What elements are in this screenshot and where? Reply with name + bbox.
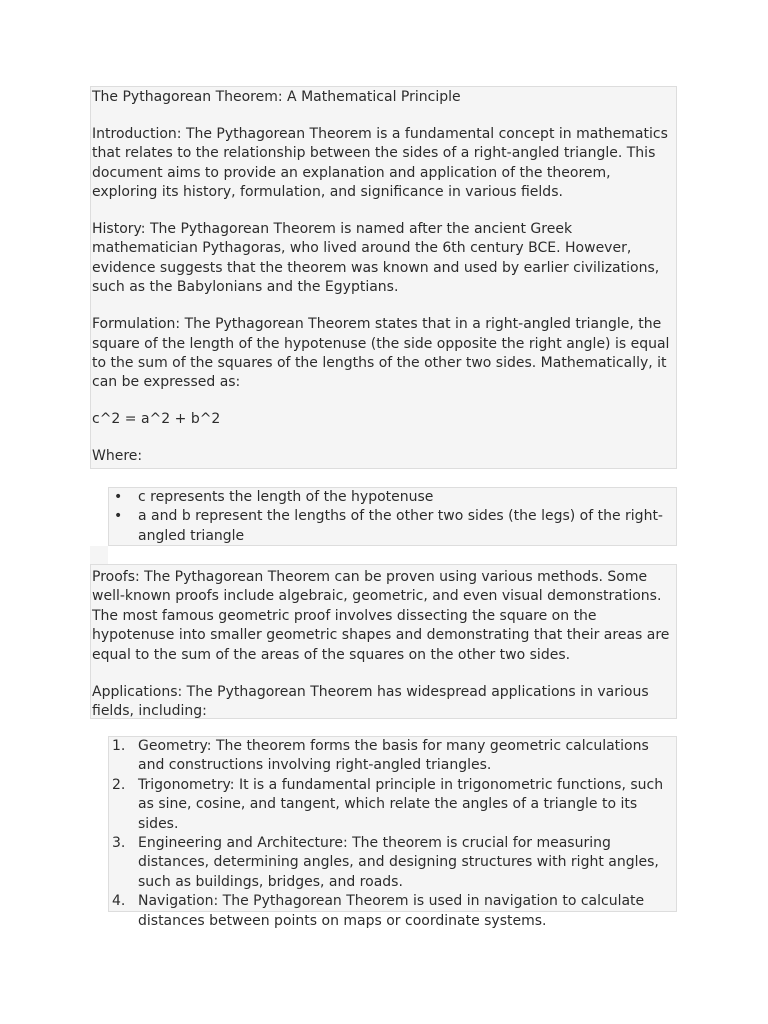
where-label: Where: (92, 448, 143, 465)
section-divider (90, 546, 108, 564)
intro-section (90, 86, 677, 469)
list-item: 3. Engineering and Architecture: The theorem is crucial for measuring distances, determining angles, and designing structures with right angles, such as buildings, bridges, and roads. (112, 835, 659, 890)
history-paragraph: History: The Pythagorean Theorem is named after the ancient Greek mathematician Pythagoras, who lived around the 6th century BCE. However, evidence suggests that the theorem was known and used by earlier civilizations, such as the Babylonians and the Egyptians. (92, 221, 660, 296)
bullet-icon: • (114, 489, 123, 505)
list-item: • c represents the length of the hypotenuse (109, 488, 676, 507)
bullet-icon: • (114, 508, 123, 525)
document-title: The Pythagorean Theorem: A Mathematical Principle (92, 89, 461, 105)
introduction-paragraph: Introduction: The Pythagorean Theorem is a fundamental concept in mathematics that relates to the relationship between the sides of a right-angled triangle. This document aims to provide an explanation and application of the theorem, exploring its history, formulation, and significance in various fields. (92, 125, 668, 201)
list-item: 1. Geometry: The theorem forms the basis for many geometric calculations and constructions involving right-angled triangles. (112, 738, 649, 774)
proofs-section (90, 564, 677, 719)
where-list (109, 488, 676, 546)
applications-paragraph: Applications: The Pythagorean Theorem has widespread applications in various fields, including: (92, 683, 649, 719)
formula: c^2 = a^2 + b^2 (92, 411, 221, 428)
where-list-box (108, 487, 677, 546)
list-item: 2. Trigonometry: It is a fundamental principle in trigonometric functions, such as sine, cosine, and tangent, which relate the angles of a triangle to its sides. (112, 776, 664, 832)
formulation-paragraph: Formulation: The Pythagorean Theorem states that in a right-angled triangle, the square of the length of the hypotenuse (the side opposite the right angle) is equal to the sum of the squares of the lengths of the other two sides. Mathematically, it can be expressed as: (92, 316, 670, 391)
list-item: 4. Navigation: The Pythagorean Theorem is used in navigation to calculate distances between points on maps or coordinate systems. (112, 893, 645, 929)
proofs-paragraph: Proofs: The Pythagorean Theorem can be proven using various methods. Some well-known proofs include algebraic, geometric, and even visual demonstrations. The most famous geometric proof involves dissecting the square on the hypotenuse into smaller geometric shapes and demonstrating that their areas are equal to the sum of the areas of the squares on the other two sides. (92, 569, 670, 663)
list-item: • a and b represent the lengths of the other two sides (the legs) of the right-angled triangle (114, 508, 663, 544)
applications-list-box (108, 736, 677, 929)
applications-list (109, 737, 676, 931)
